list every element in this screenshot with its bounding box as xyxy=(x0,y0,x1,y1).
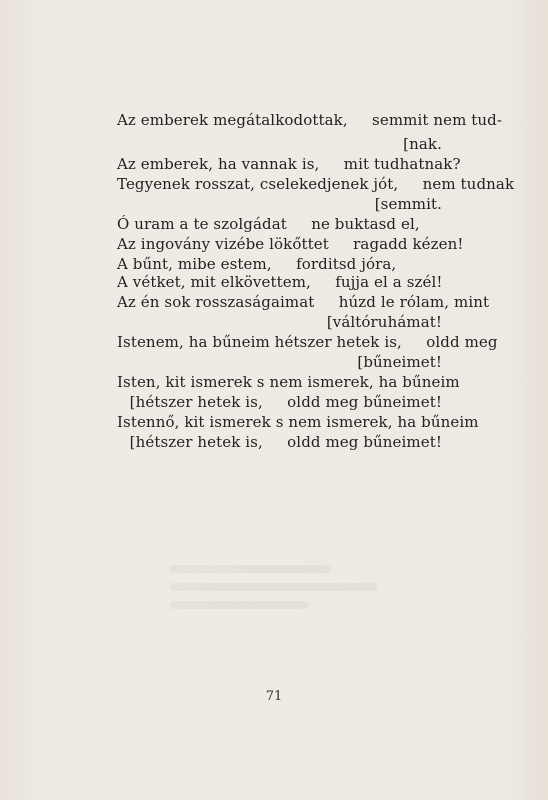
poem-line-13: [bűneimet! xyxy=(357,353,442,371)
poem-line-4: Tegyenek rosszat, cselekedjenek jót, nem tudnak xyxy=(117,175,515,193)
poem-line-5: [semmit. xyxy=(374,195,442,213)
poem-line-3: Az emberek, ha vannak is, mit tudhatnak? xyxy=(117,155,461,173)
show-through-marks xyxy=(170,555,400,645)
poem-line-16: Istennő, kit ismerek s nem ismerek, ha bűneim xyxy=(117,413,479,431)
poem-line-14: Isten, kit ismerek s nem ismerek, ha bűneim xyxy=(117,373,460,391)
poem-line-12: Istenem, ha bűneim hétszer hetek is, oldd meg xyxy=(117,333,498,351)
poem-line-15: [hétszer hetek is, oldd meg bűneimet! xyxy=(129,393,442,411)
poem-line-11: [váltóruhámat! xyxy=(326,313,442,331)
poem-line-9: A vétket, mit elkövettem, fujja el a szél! xyxy=(117,273,443,291)
page-number: 71 xyxy=(265,689,283,704)
poem-line-10: Az én sok rosszaságaimat húzd le rólam, mint xyxy=(117,293,490,311)
poem-line-6: Ó uram a te szolgádat ne buktasd el, xyxy=(117,215,420,233)
poem-line-8: A bűnt, mibe estem, forditsd jóra, xyxy=(117,255,397,273)
poem-line-1: Az emberek megátalkodottak, semmit nem tud- xyxy=(117,111,503,129)
poem-line-2: [nak. xyxy=(403,135,442,153)
poem-line-17: [hétszer hetek is, oldd meg bűneimet! xyxy=(129,433,442,451)
poem-line-7: Az ingovány vizébe lökőttet ragadd kézen! xyxy=(117,235,464,253)
